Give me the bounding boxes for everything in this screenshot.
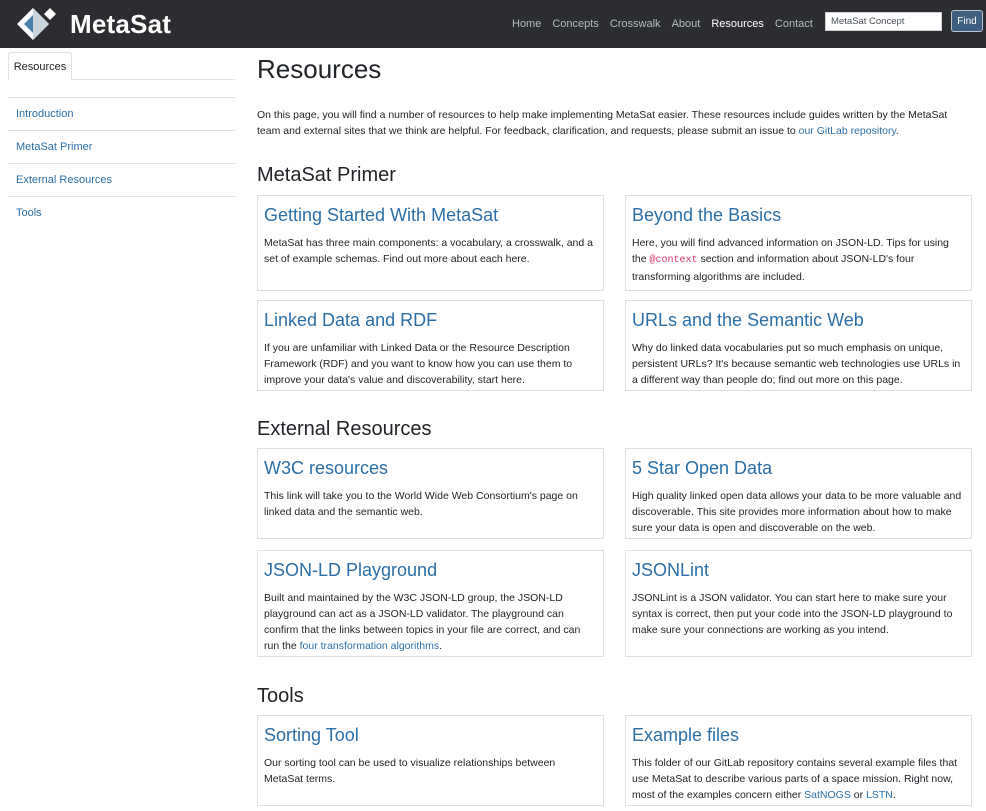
card-text (264, 590, 597, 654)
card-title[interactable]: W3C resources (264, 458, 389, 478)
card-text-b: . (439, 640, 443, 652)
card-title[interactable]: Sorting Tool (264, 725, 359, 745)
navbar (0, 0, 986, 48)
intro-end: . (895, 125, 899, 137)
satnogs-link[interactable]: SatNOGS (804, 789, 851, 801)
gitlab-link[interactable]: our GitLab repository (798, 125, 896, 137)
sidebar-item-tools[interactable]: Tools (8, 196, 235, 229)
tab-divider (72, 79, 235, 80)
card-title[interactable]: URLs and the Semantic Web (632, 310, 864, 330)
intro-paragraph (257, 107, 972, 139)
main-nav (512, 17, 824, 31)
card-example-files (625, 715, 972, 806)
section-title-external: External Resources (257, 418, 432, 440)
tab-resources[interactable]: Resources (8, 52, 72, 80)
card-text: High quality linked open data allows your data to be more valuable and discoverable. This site provides more information about how to make sure your data is open and discoverable on the web. (632, 490, 962, 534)
diamond-logo-icon (16, 6, 58, 42)
card-text: JSONLint is a JSON validator. You can start here to make sure your syntax is correct, then put your code into the JSON-LD playground to make sure your connections are working as you intend. (632, 592, 953, 636)
card-text-a: Built and maintained by the W3C JSON-LD group, the JSON-LD playground can act as a JSON-LD validator. The playground can confirm that the links between topics in your file are correct, and can run the (264, 592, 581, 652)
card-text-mid: or (850, 789, 867, 801)
section-title-primer: MetaSat Primer (257, 164, 396, 186)
nav-home[interactable]: Home (512, 18, 542, 30)
sidebar-item-external-resources[interactable]: External Resources (8, 163, 235, 196)
card-title[interactable]: JSON-LD Playground (264, 560, 438, 580)
intro-text: On this page, you will find a number of resources to help make implementing MetaSat easier. These resources include guides written by the MetaSat team and external sites that we think are helpful. For feedback, clarification, and requests, please submit an issue to (257, 109, 948, 137)
sidebar-item-metasat-primer[interactable]: MetaSat Primer (8, 130, 235, 163)
brand-name: MetaSat (70, 9, 172, 39)
card-text (632, 235, 965, 285)
card-text-b: section and information about JSON-LD's four transforming algorithms are included. (632, 253, 915, 283)
card-title[interactable]: Beyond the Basics (632, 205, 782, 225)
card-text-a: This folder of our GitLab repository contains several example files that use MetaSat to describe various parts of a space mission. Right now, most of the examples concern either (632, 757, 958, 801)
card-getting-started (257, 195, 604, 291)
nav-resources[interactable]: Resources (711, 18, 764, 30)
card-text: If you are unfamiliar with Linked Data or the Resource Description Framework (RDF) and you want to know how you can use them to improve your data's value and discoverability, start here. (264, 342, 573, 386)
nav-contact[interactable]: Contact (774, 18, 813, 30)
card-text-a: Here, you will find advanced information on JSON-LD. Tips for using the (632, 237, 949, 265)
transformation-algorithms-link[interactable]: four transformation algorithms (299, 640, 440, 652)
brand[interactable] (16, 6, 171, 42)
card-title[interactable]: Example files (632, 725, 740, 745)
sidebar-item-introduction[interactable]: Introduction (8, 97, 235, 130)
nav-about[interactable]: About (671, 18, 701, 30)
card-text: MetaSat has three main components: a vocabulary, a crosswalk, and a set of example schemas. Find out more about each here. (264, 237, 593, 265)
card-jsonld-playground (257, 550, 604, 657)
card-beyond-basics (625, 195, 972, 291)
nav-concepts[interactable]: Concepts (552, 18, 599, 30)
card-title[interactable]: Getting Started With MetaSat (264, 205, 499, 225)
card-title[interactable]: Linked Data and RDF (264, 310, 438, 330)
card-text (632, 755, 965, 803)
card-linked-data (257, 300, 604, 391)
card-text: Our sorting tool can be used to visualize relationships between MetaSat terms. (264, 757, 556, 785)
card-sorting-tool (257, 715, 604, 806)
card-text-b: . (892, 789, 896, 801)
card-5-star (625, 448, 972, 539)
sidebar-list (8, 97, 235, 229)
lstn-link[interactable]: LSTN (866, 789, 893, 801)
context-code: @context (649, 255, 698, 266)
section-title-tools: Tools (257, 685, 304, 707)
page-title: Resources (257, 54, 382, 84)
card-jsonlint (625, 550, 972, 657)
card-w3c (257, 448, 604, 539)
find-button[interactable]: Find (951, 10, 983, 32)
nav-crosswalk[interactable]: Crosswalk (609, 18, 661, 30)
card-urls-semantic-web (625, 300, 972, 391)
card-title[interactable]: JSONLint (632, 560, 710, 580)
card-text: Why do linked data vocabularies put so much emphasis on unique, persistent URLs? It's because semantic web technologies use URLs in a different way than people do; find out more on this page. (632, 342, 961, 386)
card-text: This link will take you to the World Wide Web Consortium's page on linked data and the semantic web. (264, 490, 578, 518)
search-input[interactable] (825, 12, 942, 31)
card-title[interactable]: 5 Star Open Data (632, 458, 773, 478)
